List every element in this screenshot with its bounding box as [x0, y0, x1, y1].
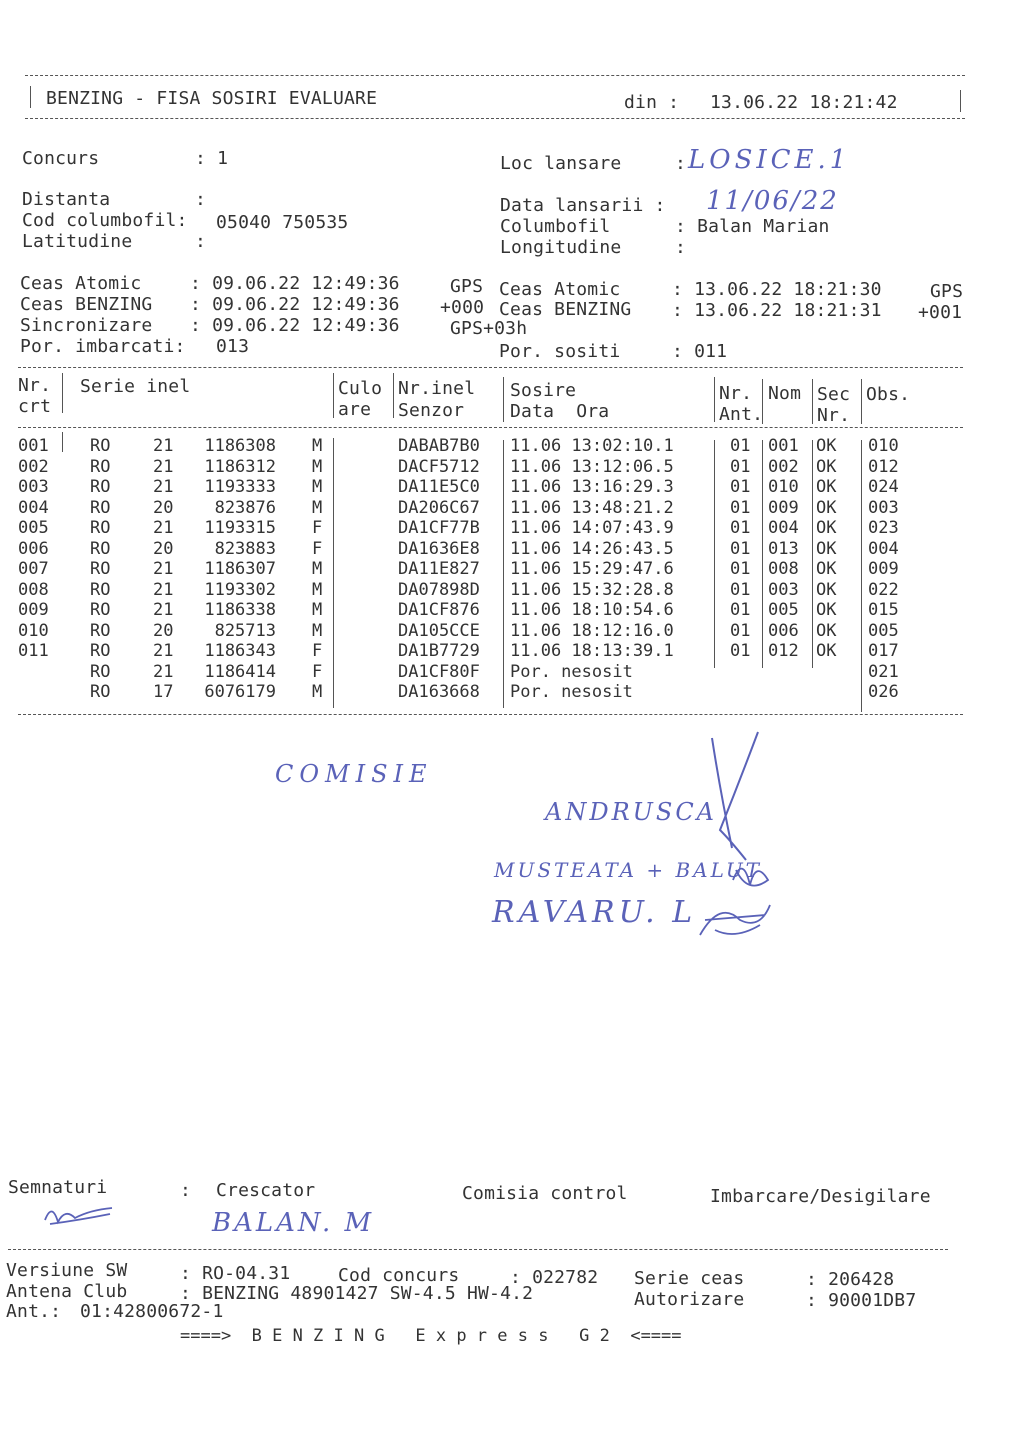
- cell-sex: F: [312, 641, 323, 661]
- cell-obs: 012: [868, 456, 899, 477]
- cell-nr-crt: 003: [18, 477, 49, 497]
- cell-serie-inel: 825713: [214, 620, 276, 641]
- cell-obs: 026: [868, 682, 899, 702]
- cell-nom: 010: [768, 477, 799, 497]
- table-row: [0, 457, 1024, 477]
- cell-an: 21: [153, 661, 174, 682]
- ceas-benzing-end-value: : 13.06.22 18:21:31: [672, 300, 882, 321]
- cell-nr-ant: 01: [730, 436, 751, 456]
- cell-sosire: 11.06 13:48:21.2: [510, 497, 674, 518]
- cell-sex: M: [312, 620, 323, 641]
- ceas-atomic-end-value: : 13.06.22 18:21:30: [672, 279, 882, 300]
- cell-serie-inel: 1186414: [204, 661, 276, 682]
- table-row: [0, 477, 1024, 497]
- distanta-value: :: [195, 189, 207, 210]
- cod-concurs-label: Cod concurs: [338, 1265, 460, 1286]
- cell-nr-ant: 01: [730, 579, 751, 600]
- cell-obs: 015: [868, 600, 899, 620]
- cell-sex: M: [312, 682, 323, 702]
- loc-lansare-sep: :: [675, 153, 687, 174]
- cell-sec-nr: OK: [816, 436, 837, 456]
- cell-nom: 004: [768, 518, 799, 538]
- versiune-sw-value: : RO-04.31: [180, 1263, 291, 1284]
- cell-sex: M: [312, 497, 323, 518]
- cell-tara: RO: [90, 579, 111, 600]
- ant-value: 01:42800672-1: [80, 1301, 224, 1322]
- cell-sosire: 11.06 13:12:06.5: [510, 456, 674, 477]
- cell-obs: 017: [868, 641, 899, 661]
- header-nr-inel: Nr.inel: [398, 378, 476, 399]
- cell-nom: 013: [768, 538, 799, 559]
- columbofil-value: : Balan Marian: [675, 216, 830, 237]
- cell-nr-ant: 01: [730, 620, 751, 641]
- cell-nr-ant: 01: [730, 497, 751, 518]
- cell-nr-crt: 010: [18, 620, 49, 641]
- ceas-atomic-end-label: Ceas Atomic: [499, 279, 621, 300]
- cell-tara: RO: [90, 456, 111, 477]
- cell-an: 20: [153, 497, 174, 518]
- cell-senzor: DA1CF77B: [398, 518, 480, 538]
- table-row: [0, 498, 1024, 518]
- cell-serie-inel: 1186307: [204, 559, 276, 579]
- cell-nom: 006: [768, 620, 799, 641]
- cell-nr-crt: 006: [18, 538, 49, 559]
- distanta-label: Distanta: [22, 189, 111, 210]
- cell-senzor: DA1CF876: [398, 600, 480, 620]
- ceas-benzing-end-label: Ceas BENZING: [499, 299, 632, 320]
- cell-sosire: 11.06 18:13:39.1: [510, 641, 674, 661]
- cell-senzor: DA1B7729: [398, 641, 480, 661]
- cell-tara: RO: [90, 538, 111, 559]
- cell-tara: RO: [90, 641, 111, 661]
- cell-sec-nr: OK: [816, 518, 837, 538]
- serie-ceas-label: Serie ceas: [634, 1268, 745, 1289]
- cell-nr-ant: 01: [730, 518, 751, 538]
- table-row: [0, 641, 1024, 661]
- cod-columbofil-label: Cod columbofil:: [22, 210, 188, 231]
- header-nom: Nom: [768, 383, 802, 404]
- signature-scribble-1: [728, 850, 778, 900]
- header-sosire: Sosire: [510, 380, 577, 401]
- semnaturi-sep: :: [180, 1180, 192, 1201]
- serie-ceas-value: : 206428: [806, 1269, 895, 1290]
- sincronizare-suffix: GPS+03h: [450, 318, 528, 339]
- cell-nr-ant: 01: [730, 538, 751, 559]
- autorizare-label: Autorizare: [634, 1289, 745, 1310]
- crescator-signature-scribble: [40, 1200, 120, 1230]
- cell-an: 21: [153, 477, 174, 497]
- cell-sec-nr: OK: [816, 620, 837, 641]
- cell-senzor: DA206C67: [398, 497, 480, 518]
- antena-club-label: Antena Club: [6, 1281, 128, 1302]
- cell-sex: F: [312, 661, 323, 682]
- table-row: [0, 559, 1024, 579]
- longitudine-label: Longitudine: [500, 237, 622, 258]
- cell-sex: M: [312, 579, 323, 600]
- cell-nr-crt: 002: [18, 456, 49, 477]
- ceas-benzing-start-suffix: +000: [440, 297, 485, 318]
- cell-sec-nr: OK: [816, 600, 837, 620]
- signature-andrusca: ANDRUSCA: [545, 798, 718, 826]
- cell-tara: RO: [90, 682, 111, 702]
- cell-nr-ant: 01: [730, 600, 751, 620]
- header-senzor: Senzor: [398, 400, 465, 421]
- din-value: 13.06.22 18:21:42: [710, 92, 898, 113]
- cell-sosire: Por. nesosit: [510, 682, 633, 702]
- cell-an: 21: [153, 579, 174, 600]
- cell-obs: 005: [868, 620, 899, 641]
- por-imbarcati-label: Por. imbarcati:: [20, 336, 186, 357]
- cell-senzor: DA1636E8: [398, 538, 480, 559]
- columbofil-label: Columbofil: [500, 216, 611, 237]
- cell-nr-ant: 01: [730, 641, 751, 661]
- cell-an: 20: [153, 620, 174, 641]
- cell-nom: 009: [768, 497, 799, 518]
- cell-obs: 024: [868, 477, 899, 497]
- header-crt: crt: [18, 396, 52, 417]
- loc-lansare-handwritten: LOSICE.1: [688, 145, 851, 175]
- latitudine-label: Latitudine: [22, 231, 133, 252]
- por-sositi-label: Por. sositi: [499, 341, 621, 362]
- cell-tara: RO: [90, 620, 111, 641]
- concurs-label: Concurs: [22, 148, 100, 169]
- cell-serie-inel: 823876: [214, 497, 276, 518]
- cell-senzor: DA163668: [398, 682, 480, 702]
- ceas-atomic-start-label: Ceas Atomic: [20, 273, 142, 294]
- cell-sex: M: [312, 456, 323, 477]
- data-lansarii-label: Data lansarii :: [500, 195, 666, 216]
- cell-an: 21: [153, 518, 174, 538]
- cell-nr-ant: 01: [730, 456, 751, 477]
- cell-obs: 023: [868, 518, 899, 538]
- header-obs: Obs.: [866, 384, 911, 405]
- cell-sex: M: [312, 600, 323, 620]
- cell-serie-inel: 1193302: [204, 579, 276, 600]
- cell-sosire: 11.06 13:02:10.1: [510, 436, 674, 456]
- cell-serie-inel: 1186343: [204, 641, 276, 661]
- imbarcare-desigilare-label: Imbarcare/Desigilare: [710, 1186, 931, 1207]
- semnaturi-label: Semnaturi: [8, 1177, 108, 1198]
- cell-nr-crt: 008: [18, 579, 49, 600]
- cell-sosire: 11.06 15:29:47.6: [510, 559, 674, 579]
- comisia-control-label: Comisia control: [462, 1183, 628, 1204]
- cell-obs: 009: [868, 559, 899, 579]
- cell-an: 20: [153, 538, 174, 559]
- cell-tara: RO: [90, 436, 111, 456]
- cell-nr-crt: 007: [18, 559, 49, 579]
- por-sositi-value: : 011: [672, 341, 728, 362]
- header-culoare: Culo: [338, 378, 383, 399]
- table-row: [0, 518, 1024, 538]
- versiune-sw-label: Versiune SW: [6, 1260, 128, 1281]
- cell-sex: F: [312, 538, 323, 559]
- cell-tara: RO: [90, 661, 111, 682]
- ant-label: Ant.:: [6, 1301, 62, 1322]
- cell-obs: 003: [868, 497, 899, 518]
- cell-sec-nr: OK: [816, 641, 837, 661]
- cell-senzor: DA1CF80F: [398, 661, 480, 682]
- cell-sec-nr: OK: [816, 538, 837, 559]
- loc-lansare-label: Loc lansare: [500, 153, 622, 174]
- cell-sosire: 11.06 13:16:29.3: [510, 477, 674, 497]
- cell-sec-nr: OK: [816, 497, 837, 518]
- cod-columbofil-value: 05040 750535: [216, 212, 349, 233]
- cell-serie-inel: 823883: [214, 538, 276, 559]
- cell-sec-nr: OK: [816, 456, 837, 477]
- header-ant: Ant.: [719, 404, 764, 425]
- header-sec-nr: Nr.: [817, 405, 851, 426]
- comisie-handwritten: COMISIE: [275, 760, 433, 788]
- cell-senzor: DACF5712: [398, 456, 480, 477]
- ceas-atomic-start-suffix: GPS: [450, 276, 484, 297]
- cell-an: 21: [153, 436, 174, 456]
- header-nr-ant: Nr.: [719, 383, 753, 404]
- cell-nom: 002: [768, 456, 799, 477]
- cell-tara: RO: [90, 518, 111, 538]
- table-row: [0, 621, 1024, 641]
- cell-nr-ant: 01: [730, 477, 751, 497]
- cell-obs: 022: [868, 579, 899, 600]
- cell-senzor: DA11E827: [398, 559, 480, 579]
- header-culoare-2: are: [338, 399, 372, 420]
- data-lansarii-handwritten: 11/06/22: [706, 186, 839, 216]
- cell-sex: F: [312, 518, 323, 538]
- crescator-label: Crescator: [216, 1180, 316, 1201]
- longitudine-value: :: [675, 237, 687, 258]
- cell-nr-ant: 01: [730, 559, 751, 579]
- table-row: [0, 662, 1024, 682]
- cell-sex: M: [312, 559, 323, 579]
- cod-concurs-value: : 022782: [510, 1267, 599, 1288]
- signature-musteata-balut: MUSTEATA + BALUT: [494, 858, 763, 882]
- table-row: [0, 580, 1024, 600]
- cell-sec-nr: OK: [816, 559, 837, 579]
- autorizare-value: : 90001DB7: [806, 1290, 917, 1311]
- ceas-atomic-start-value: : 09.06.22 12:49:36: [190, 273, 400, 294]
- cell-sex: M: [312, 477, 323, 497]
- cell-tara: RO: [90, 600, 111, 620]
- cell-nom: 003: [768, 579, 799, 600]
- ceas-benzing-start-value: : 09.06.22 12:49:36: [190, 294, 400, 315]
- cell-nom: 005: [768, 600, 799, 620]
- cell-sec-nr: OK: [816, 477, 837, 497]
- cell-serie-inel: 1193315: [204, 518, 276, 538]
- cell-sosire: 11.06 18:12:16.0: [510, 620, 674, 641]
- cell-an: 17: [153, 682, 174, 702]
- cell-nr-crt: 005: [18, 518, 49, 538]
- report-title: BENZING - FISA SOSIRI EVALUARE: [46, 88, 378, 109]
- cell-an: 21: [153, 600, 174, 620]
- crescator-name-handwritten: BALAN. M: [212, 1208, 375, 1238]
- header-serie-inel: Serie inel: [80, 376, 191, 397]
- cell-senzor: DA07898D: [398, 579, 480, 600]
- signature-scribble-2: [690, 895, 780, 945]
- cell-nr-crt: 001: [18, 436, 49, 456]
- cell-sosire: 11.06 18:10:54.6: [510, 600, 674, 620]
- cell-sosire: 11.06 15:32:28.8: [510, 579, 674, 600]
- cell-sosire: Por. nesosit: [510, 661, 633, 682]
- cell-an: 21: [153, 456, 174, 477]
- latitudine-value: :: [195, 231, 207, 252]
- cell-tara: RO: [90, 477, 111, 497]
- cell-serie-inel: 1186312: [204, 456, 276, 477]
- benzing-express-banner: ====> B E N Z I N G E x p r e s s G 2 <====: [180, 1326, 682, 1346]
- cell-nom: 008: [768, 559, 799, 579]
- antena-club-value: : BENZING 48901427 SW-4.5 HW-4.2: [180, 1283, 534, 1304]
- cell-nr-crt: 004: [18, 497, 49, 518]
- table-row: [0, 436, 1024, 456]
- cell-serie-inel: 1186338: [204, 600, 276, 620]
- concurs-value: : 1: [195, 148, 229, 169]
- cell-an: 21: [153, 641, 174, 661]
- header-nr: Nr.: [18, 375, 52, 396]
- cell-senzor: DA11E5C0: [398, 477, 480, 497]
- cell-sosire: 11.06 14:07:43.9: [510, 518, 674, 538]
- ceas-benzing-end-suffix: +001: [918, 302, 963, 323]
- cell-sec-nr: OK: [816, 579, 837, 600]
- header-sec: Sec: [817, 384, 851, 405]
- cell-senzor: DA105CCE: [398, 620, 480, 641]
- por-imbarcati-value: 013: [216, 336, 250, 357]
- cell-obs: 021: [868, 661, 899, 682]
- cell-serie-inel: 6076179: [204, 682, 276, 702]
- ceas-benzing-start-label: Ceas BENZING: [20, 294, 153, 315]
- cell-obs: 004: [868, 538, 899, 559]
- table-row: [0, 539, 1024, 559]
- cell-serie-inel: 1186308: [204, 436, 276, 456]
- cell-obs: 010: [868, 436, 899, 456]
- cell-nom: 001: [768, 436, 799, 456]
- cell-an: 21: [153, 559, 174, 579]
- sincronizare-value: : 09.06.22 12:49:36: [190, 315, 400, 336]
- signature-ravaru: RAVARU. L: [492, 895, 697, 930]
- cell-sex: M: [312, 436, 323, 456]
- cell-sosire: 11.06 14:26:43.5: [510, 538, 674, 559]
- cell-nom: 012: [768, 641, 799, 661]
- cell-senzor: DABAB7B0: [398, 436, 480, 456]
- table-row: [0, 682, 1024, 702]
- cell-serie-inel: 1193333: [204, 477, 276, 497]
- cell-tara: RO: [90, 497, 111, 518]
- header-data-ora: Data Ora: [510, 401, 610, 422]
- sincronizare-label: Sincronizare: [20, 315, 153, 336]
- ceas-atomic-end-suffix: GPS: [930, 281, 964, 302]
- table-row: [0, 600, 1024, 620]
- cell-nr-crt: 011: [18, 641, 49, 661]
- din-label: din :: [624, 92, 680, 113]
- cell-nr-crt: 009: [18, 600, 49, 620]
- cell-tara: RO: [90, 559, 111, 579]
